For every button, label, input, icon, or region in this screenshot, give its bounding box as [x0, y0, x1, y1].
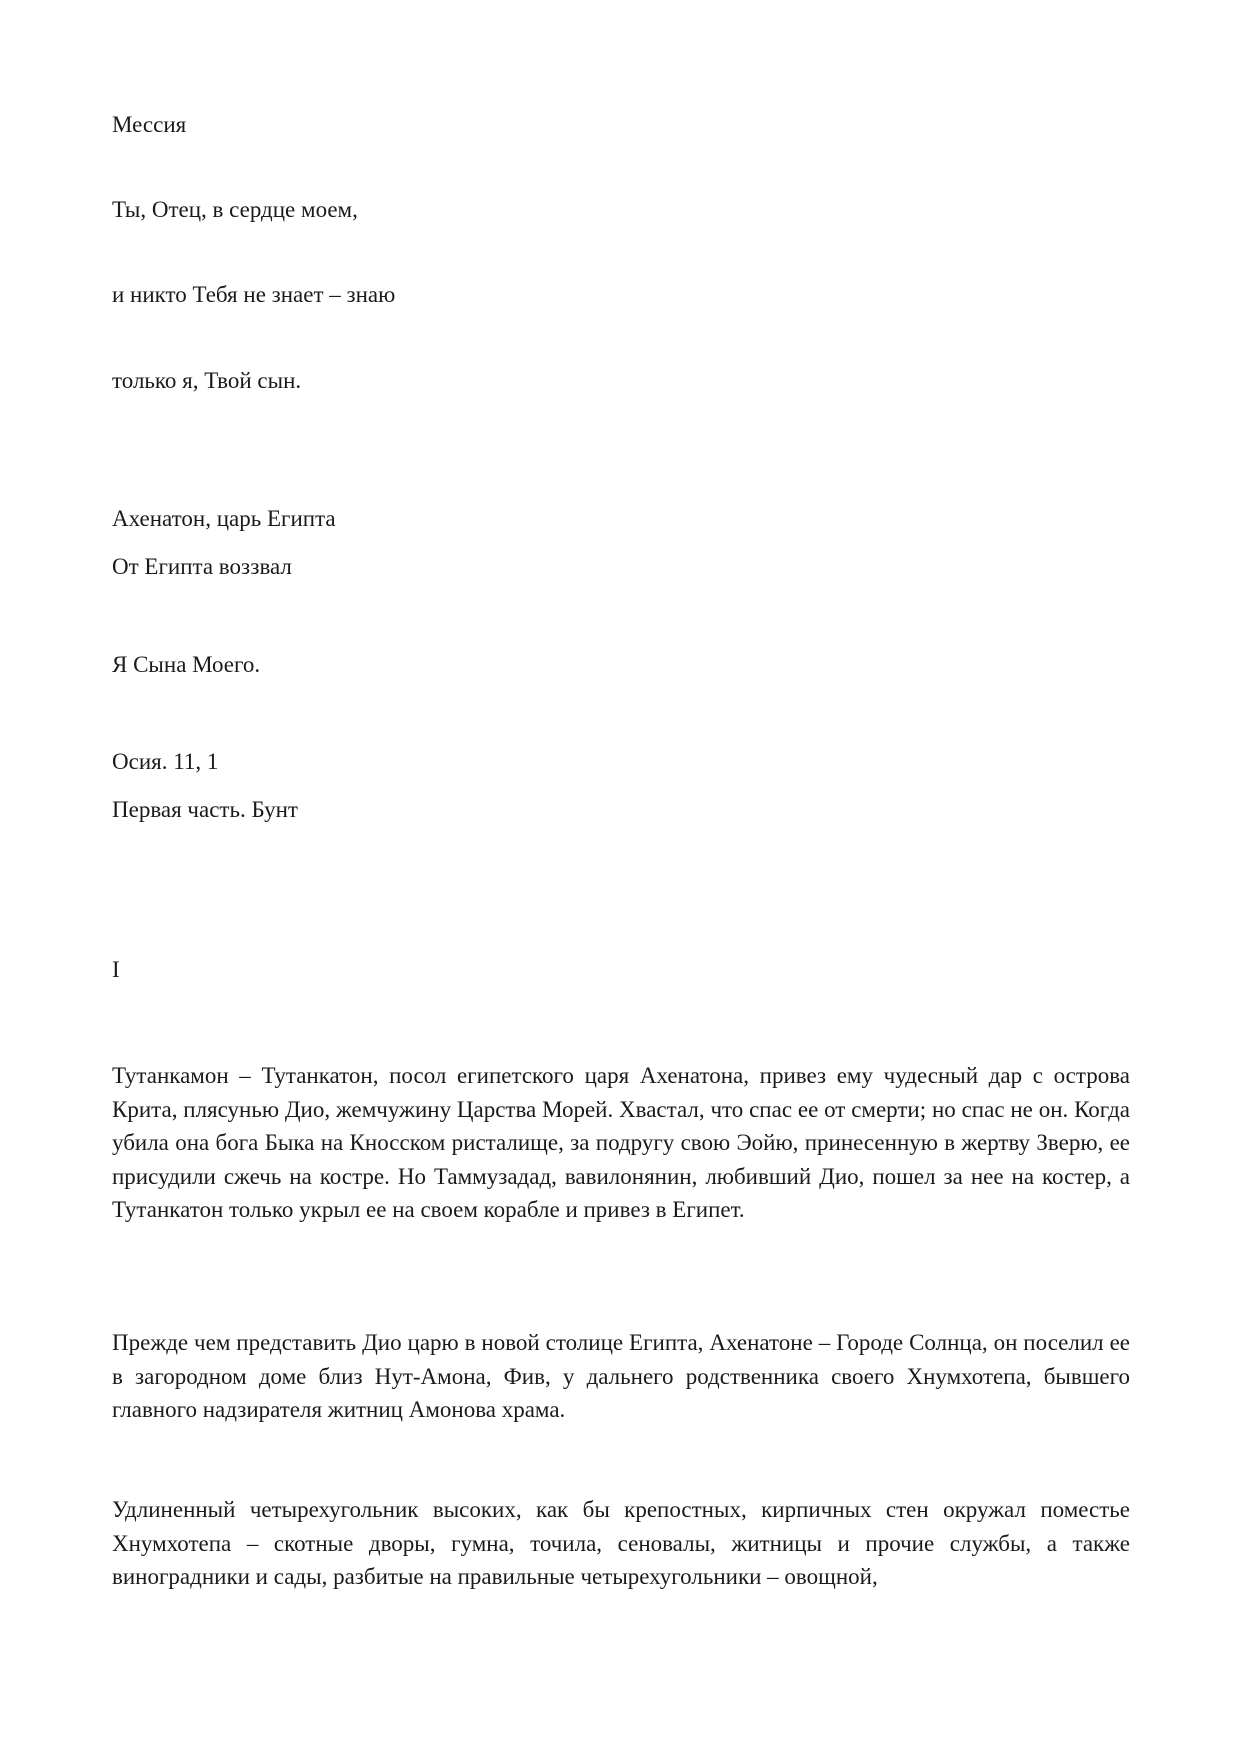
epigraph-1-attribution: Ахенатон, царь Египта [112, 506, 336, 531]
document-title: Мессия [112, 112, 187, 137]
paragraph-1: Тутанкамон – Тутанкатон, посол египетского царя Ахенатона, привез ему чудесный дар с острова Крита, плясунью Дио, жемчужину Царства Морей. Хвастал, что спас ее от смерти; но спас не он. Когда убила она бога Быка на Кносском ристалище, за подругу свою Эойю, принесенную в жертву Зверю, ее присудили сжечь на костре. Но Таммузадад, вавилонянин, любивший Дио, пошел за нее на костер, а Тутанкатон только укрыл ее на своем корабле и привез в Египет. [112, 1063, 1130, 1222]
part-title: Первая часть. Бунт [112, 797, 298, 822]
paragraph-3: Удлиненный четырехугольник высоких, как бы крепостных, кирпичных стен окружал поместье Хнумхотепа – скотные дворы, гумна, точила, сеновалы, житницы и прочие службы, а также виноградники и сады, разбитые на правильные четырехугольники – овощной, [112, 1497, 1130, 1589]
epigraph-1-line-2: и никто Тебя не знает – знаю [112, 282, 396, 307]
paragraph-2: Прежде чем представить Дио царю в новой столице Египта, Ахенатоне – Городе Солнца, он поселил ее в загородном доме близ Нут-Амона, Фив, у дальнего родственника своего Хнумхотепа, бывшего главного надзирателя житниц Амонова храма. [112, 1330, 1130, 1422]
epigraph-2-line-1: От Египта воззвал [112, 554, 292, 579]
epigraph-2-attribution: Осия. 11, 1 [112, 749, 219, 774]
epigraph-2-line-2: Я Сына Моего. [112, 652, 261, 677]
chapter-number: I [112, 957, 120, 982]
epigraph-1-line-1: Ты, Отец, в сердце моем, [112, 197, 358, 222]
epigraph-1-line-3: только я, Твой сын. [112, 368, 302, 393]
